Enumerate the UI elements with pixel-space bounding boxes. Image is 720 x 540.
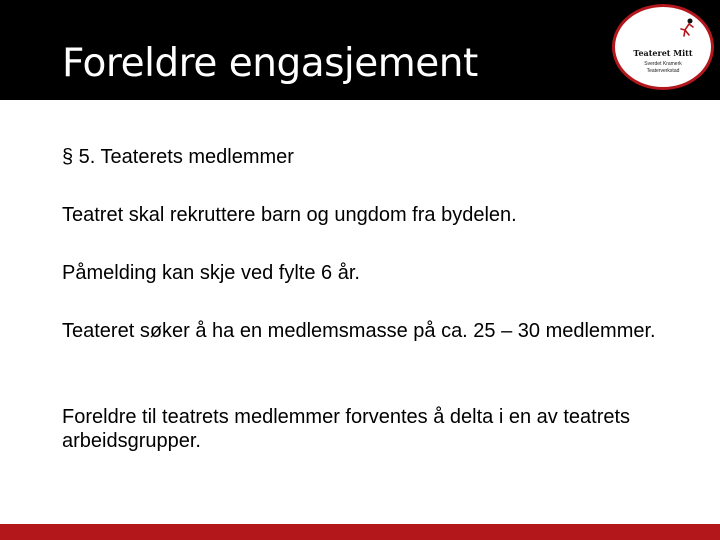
body-paragraph: Teateret søker å ha en medlemsmasse på ca. 25 – 30 medlemmer. (62, 320, 656, 342)
slide-title: Foreldre engasjement (62, 41, 478, 86)
body-paragraph: Teatret skal rekruttere barn og ungdom fra bydelen. (62, 204, 517, 226)
logo-name: Teateret Mitt (633, 48, 693, 58)
slide-header (0, 0, 720, 100)
section-heading: § 5. Teaterets medlemmer (62, 146, 294, 168)
theater-logo (612, 4, 714, 90)
logo-subtitle-2: Teaterverkstad (646, 68, 680, 74)
dancer-figure-icon (675, 17, 697, 39)
footer-accent-bar (0, 524, 720, 540)
body-paragraph: Foreldre til teatrets medlemmer forventes å delta i en av teatrets arbeidsgrupper. (62, 406, 631, 452)
logo-subtitle: Sverdet Kramerk (644, 61, 682, 67)
body-paragraph: Påmelding kan skje ved fylte 6 år. (62, 262, 360, 284)
